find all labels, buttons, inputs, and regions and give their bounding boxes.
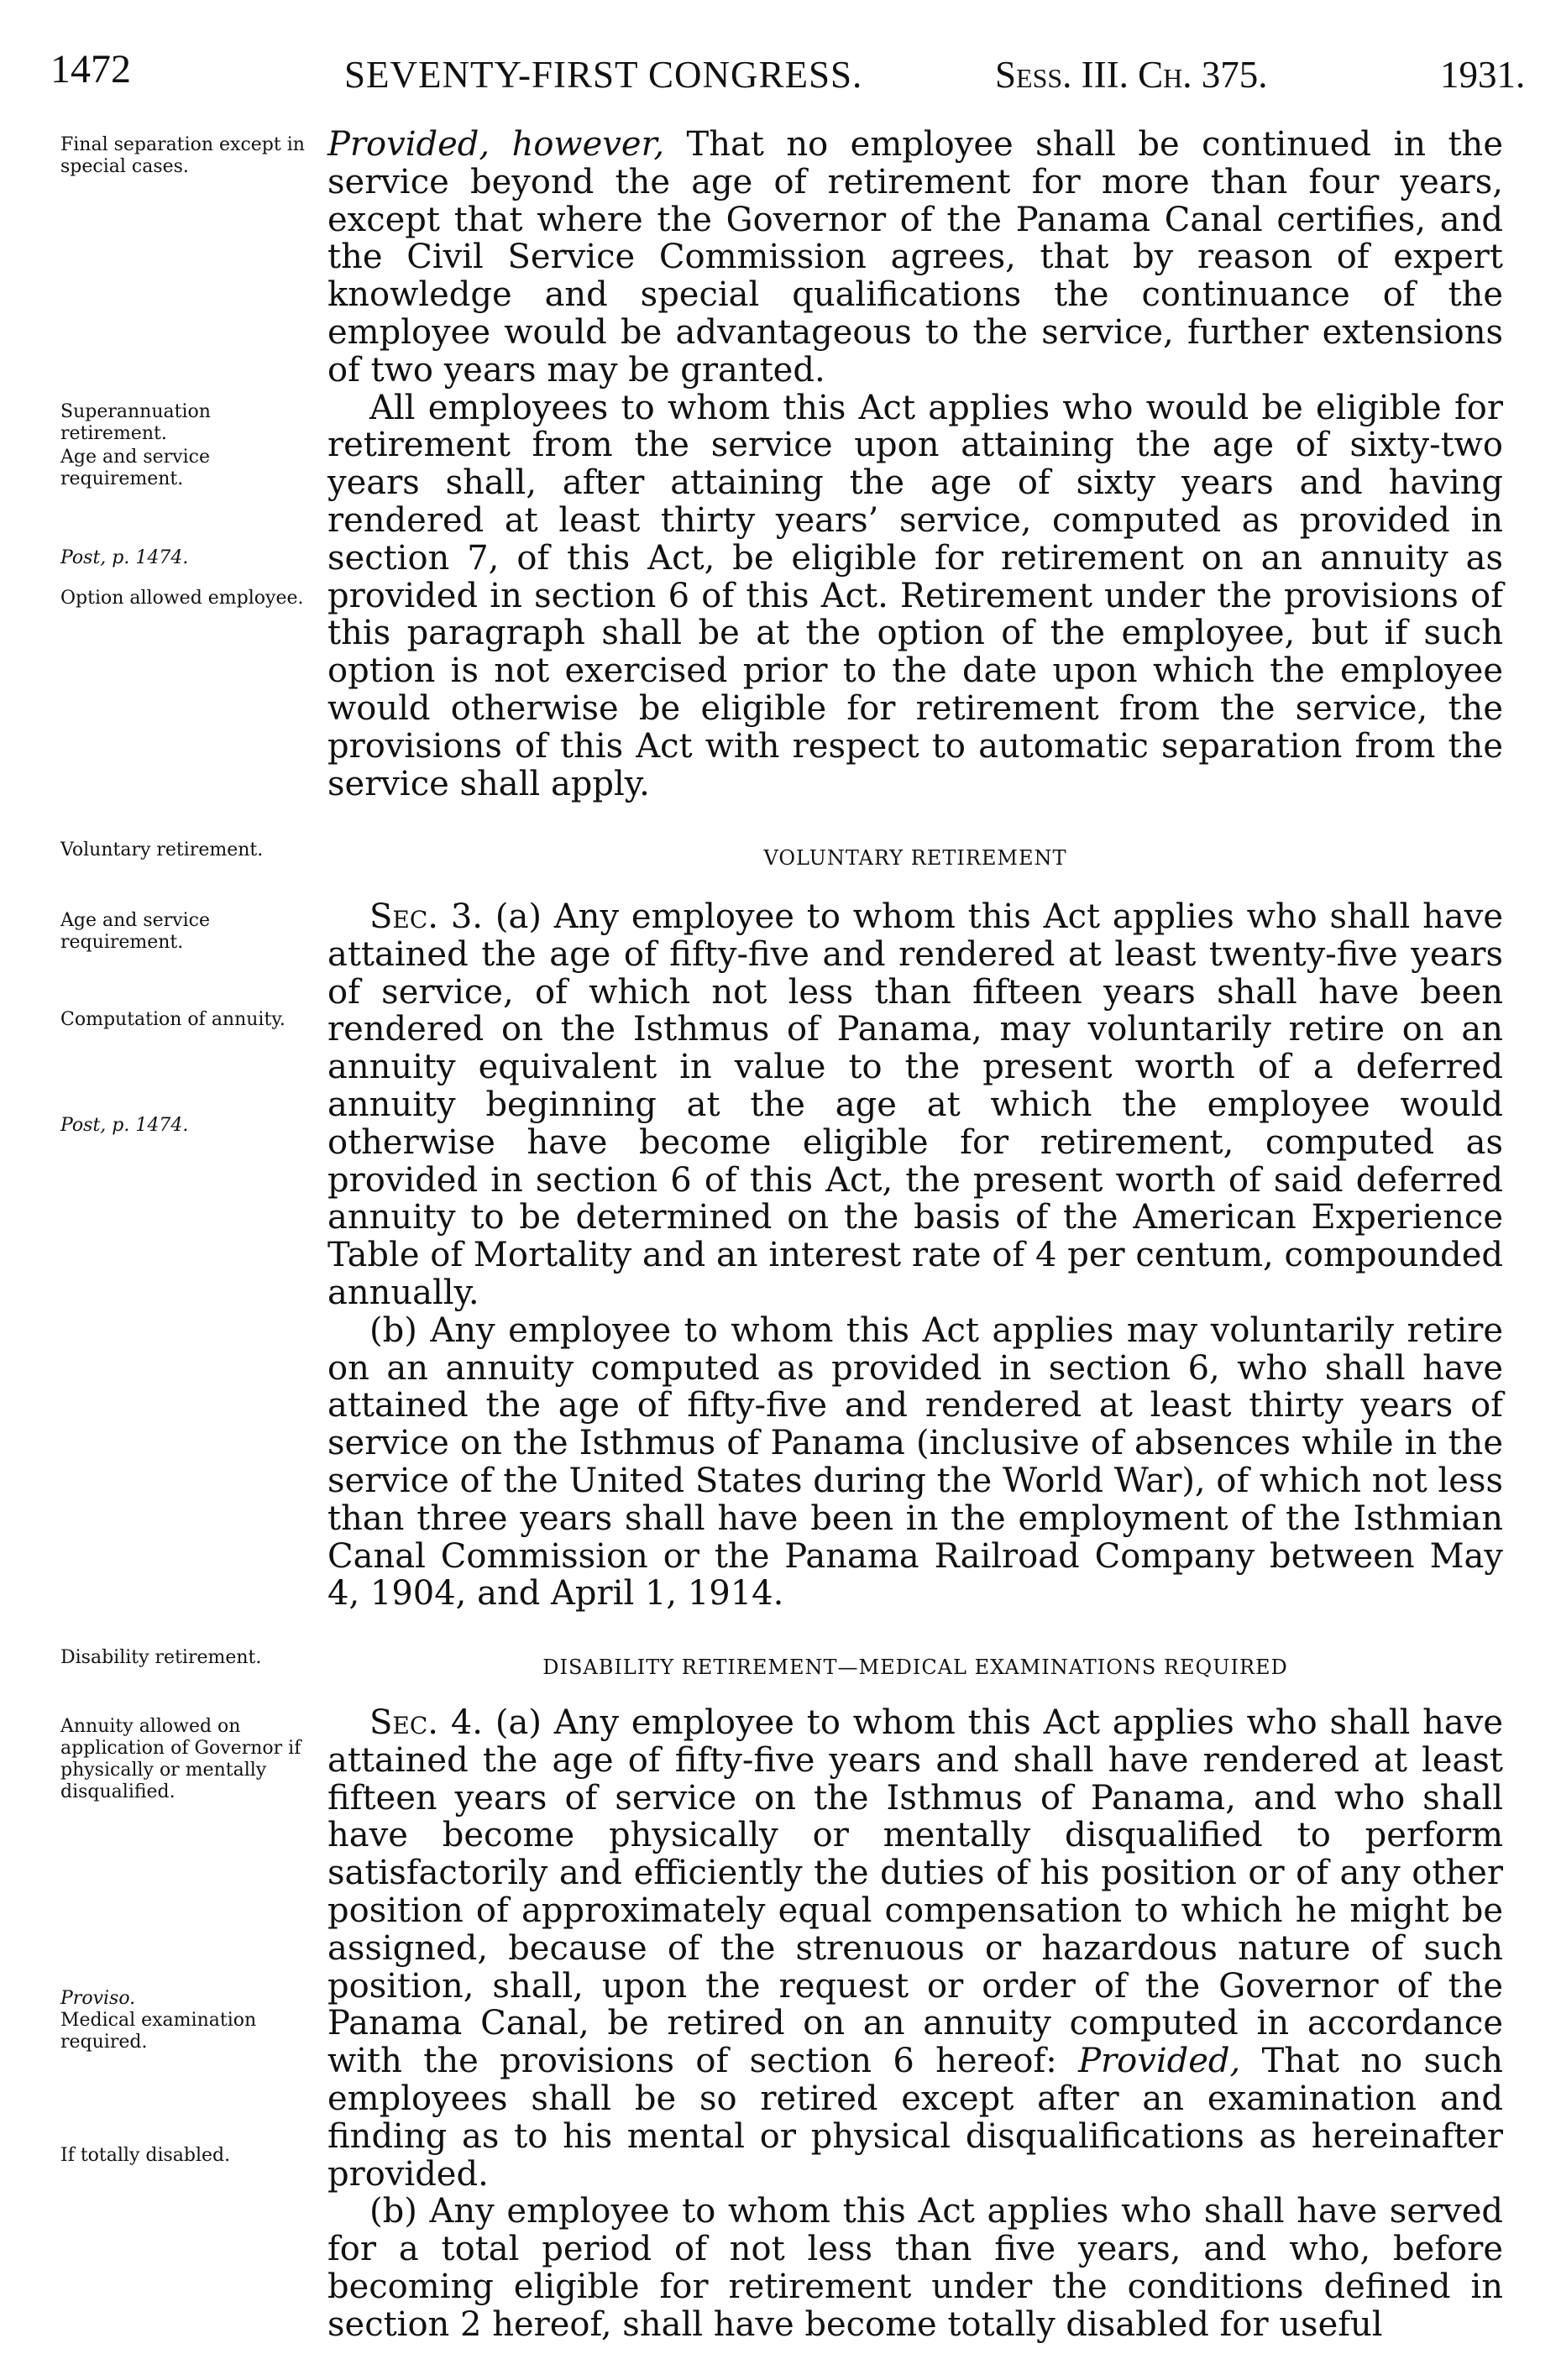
sec4-label: Sec. 4.	[369, 1703, 484, 1742]
margin-note-annuity-allowed: Annuity allowed on application of Governor if physically or mentally disqualified.	[60, 1716, 301, 1802]
text-block-superannuation	[327, 126, 1503, 803]
year: 1931.	[1440, 54, 1526, 96]
sec4a-text-1: (a) Any employee to whom this Act applies who shall have attained the age of fifty-five years and shall have rendered at least fifteen years of service on the Isthmus of Panama, and who shall have become physically or mentally disqualified to perform satisfactorily and efficiently the duties of his position or of any other position of approximately equal compensation to which he might be assigned, because of the strenuous or hazardous nature of such position, shall, upon the request or order of the Governor of the Panama Canal, be retired on an annuity computed in accordance with the provisions of section 6 hereof:	[327, 1703, 1504, 2081]
sec4a-provided: Provided,	[1078, 2042, 1241, 2081]
text-block-sec4	[327, 1704, 1503, 2344]
text-block-sec3	[327, 898, 1503, 1613]
margin-note-totally-disabled: If totally disabled.	[60, 2145, 231, 2166]
margin-note-age-service-2: Age and service requirement.	[60, 910, 210, 953]
paragraph-sec4b: (b) Any employee to whom this Act applies who shall have served for a total period of not less than five years, and who, before becoming eligible for retirement under the conditions defined in section 2 hereof, shall have become totally disabled for useful	[327, 2192, 1503, 2344]
heading-disability-retirement: DISABILITY RETIREMENT—MEDICAL EXAMINATIONS REQUIRED	[542, 1656, 1288, 1679]
page-number: 1472	[50, 47, 131, 92]
paragraph-sec3a	[327, 898, 1503, 1312]
margin-note-medical-exam: Medical examination required.	[60, 2010, 257, 2053]
margin-note-post-ref: Post, p. 1474.	[60, 547, 189, 568]
sec3-label: Sec. 3.	[369, 897, 484, 936]
margin-note-proviso: Proviso.	[60, 1988, 136, 2009]
margin-note-computation: Computation of annuity.	[60, 1009, 285, 1030]
running-head	[50, 46, 1526, 105]
margin-note-option: Option allowed employee.	[60, 588, 304, 609]
paragraph-proviso	[327, 126, 1503, 390]
sec4a-text-2: That no such employees shall be so retired except after an examination and finding as to his mental or physical disqualifications as hereinafter provided.	[327, 2042, 1503, 2194]
sec3a-text: (a) Any employee to whom this Act applies who shall have attained the age of fifty-five and rendered at least twenty-five years of service, of which not less than fifteen years shall have been rendered on the Isthmus of Panama, may voluntarily retire on an annuity equivalent in value to the present worth of a deferred annuity beginning at the age at which the employee would otherwise have become eligible for retirement, computed as provided in section 6 of this Act, the present worth of said deferred annuity to be determined on the basis of the American Experience Table of Mortality and an interest rate of 4 per centum, compounded annually.	[327, 897, 1504, 1312]
margin-note-age-service: Age and service requirement.	[60, 447, 210, 489]
congress-title: SEVENTY-FIRST CONGRESS.	[344, 54, 863, 96]
paragraph-sec3b: (b) Any employee to whom this Act applies may voluntarily retire on an annuity computed as provided in section 6, who shall have attained the age of fifty-five and rendered at least thirty years of service on the Isthmus of Panama (inclusive of absences while in the service of the United States during the World War), of which not less than three years shall have been in the employment of the Isthmian Canal Commission or the Panama Railroad Company between May 4, 1904, and April 1, 1914.	[327, 1310, 1503, 1614]
margin-note-final-separation: Final separation except in special cases.	[60, 134, 305, 177]
proviso-text: That no employee shall be continued in the service beyond the age of retirement for more than four years, except that where the Governor of the Panama Canal certifies, and the Civil Service Commission agrees, that by reason of expert knowledge and special qualifications the continuance of the employee would be advantageous to the service, further extensions of two years may be granted.	[327, 125, 1503, 390]
margin-note-superannuation: Superannuation retirement.	[60, 401, 211, 444]
session-chapter: Sess. III. Ch. 375.	[995, 54, 1268, 96]
proviso-italic: Provided, however,	[327, 125, 665, 164]
paragraph-superannuation: All employees to whom this Act applies who would be eligible for retirement from the service upon attaining the age of sixty-two years shall, after attaining the age of sixty years and having rendered at least thirty years’ service, computed as provided in section 7, of this Act, be eligible for retirement on an annuity as provided in section 6 of this Act. Retirement under the provisions of this paragraph shall be at the option of the employee, but if such option is not exercised prior to the date upon which the employee would otherwise be eligible for retirement from the service, the provisions of this Act with respect to automatic separation from the service shall apply.	[327, 388, 1503, 803]
margin-note-post-ref-2: Post, p. 1474.	[60, 1115, 189, 1136]
margin-note-voluntary: Voluntary retirement.	[60, 840, 264, 860]
margin-note-disability: Disability retirement.	[60, 1647, 262, 1668]
paragraph-sec4a	[327, 1704, 1503, 2193]
heading-voluntary-retirement: VOLUNTARY RETIREMENT	[763, 846, 1067, 870]
